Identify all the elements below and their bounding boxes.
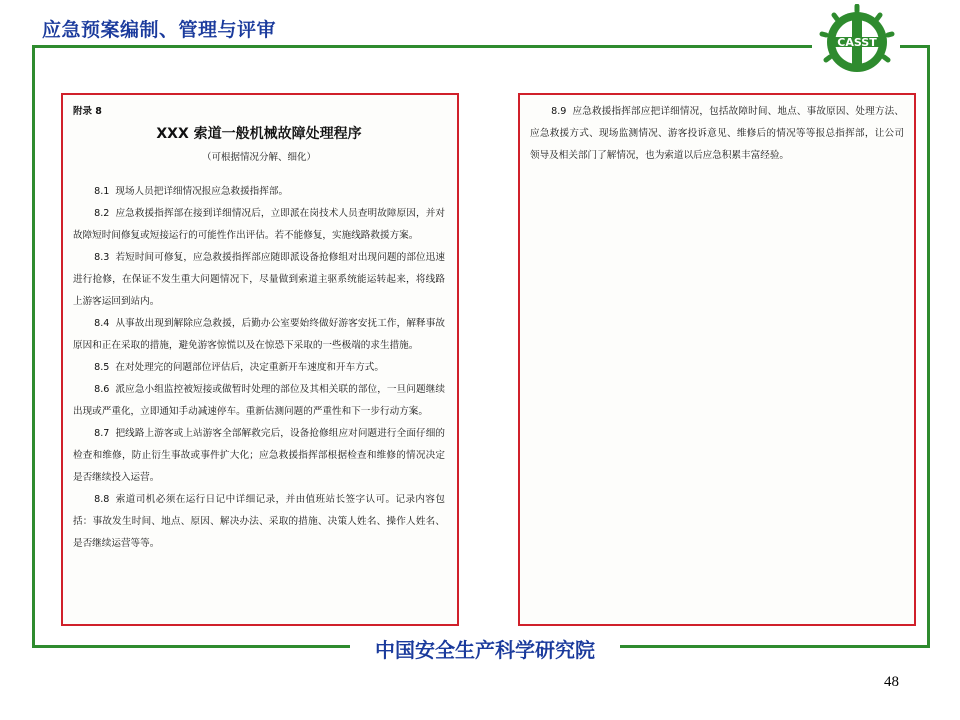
clause-paragraph <box>73 313 445 357</box>
clause-text: 从事故出现到解除应急救援，后勤办公室要始终做好游客安抚工作，解释事故原因和正在采取的措施，避免游客惊慌以及在惊恐下采取的一些极端的求生措施。 <box>73 318 445 351</box>
casst-logo-icon <box>812 4 902 80</box>
clause-text: 在对处理完的问题部位评估后，决定重新开车速度和开车方式。 <box>115 362 384 373</box>
clause-number: 8.5 <box>94 362 110 373</box>
right-paragraph-list <box>530 101 904 167</box>
clause-text: 把线路上游客或上站游客全部解救完后，设备抢修组应对问题进行全面仔细的检查和维修，防止衍生事故或事件扩大化；应急救援指挥部根据检查和维修的情况决定是否继续投入运营。 <box>73 428 445 483</box>
clause-number: 8.4 <box>94 318 110 329</box>
clause-paragraph <box>73 423 445 489</box>
clause-text: 应急救援指挥部应把详细情况，包括故障时间、地点、事故原因、处理方法、应急救援方式、现场监测情况、游客投诉意见、维修后的情况等等报总指挥部，让公司领导及相关部门了解情况，也为索道以后应急积累丰富经验。 <box>530 106 904 161</box>
frame-top-border <box>32 45 812 48</box>
clause-number: 8.9 <box>551 106 567 117</box>
clause-text: 索道司机必须在运行日记中详细记录，并由值班站长签字认可。记录内容包括：事故发生时间、地点、原因、解决办法、采取的措施、决策人姓名、操作人姓名、是否继续运营等等。 <box>73 494 445 549</box>
appendix-label: 附录 8 <box>73 106 102 117</box>
clause-paragraph <box>73 357 445 379</box>
clause-paragraph <box>73 247 445 313</box>
clause-number: 8.8 <box>94 494 110 505</box>
clause-paragraph <box>73 379 445 423</box>
document-subtitle: （可根据情况分解、细化） <box>201 152 316 163</box>
clause-text: 若短时间可修复，应急救援指挥部应随即派设备抢修组对出现问题的部位迅速进行抢修，在保证不发生重大问题情况下，尽量做到索道主驱系统能运转起来，将线路上游客运回到站内。 <box>73 252 445 307</box>
clause-paragraph <box>73 489 445 555</box>
slide-title: 应急预案编制、管理与评审 <box>42 19 277 41</box>
clause-number: 8.7 <box>94 428 110 439</box>
clause-number: 8.2 <box>94 208 110 219</box>
clause-paragraph <box>73 203 445 247</box>
clause-text: 应急救援指挥部在接到详细情况后，立即派在岗技术人员查明故障原因，并对故障短时间修复或短接运行的可能性作出评估。若不能修复，实施线路救援方案。 <box>73 208 445 241</box>
page-number: 48 <box>884 674 899 690</box>
frame-bottom-border-right <box>620 645 930 648</box>
clause-text: 现场人员把详细情况报应急救援指挥部。 <box>115 186 289 197</box>
document-page-right <box>518 93 916 626</box>
clause-paragraph <box>530 101 904 167</box>
frame-top-border-right <box>900 45 930 48</box>
clause-paragraph <box>73 181 445 203</box>
footer-organization: 中国安全生产科学研究院 <box>375 638 595 662</box>
clause-number: 8.3 <box>94 252 110 263</box>
clause-text: 派应急小组监控被短接或做暂时处理的部位及其相关联的部位，一旦问题继续出现或严重化，立即通知手动减速停车。重新估测问题的严重性和下一步行动方案。 <box>73 384 445 417</box>
document-title: XXX 索道一般机械故障处理程序 <box>156 126 362 142</box>
left-paragraph-list <box>73 181 445 555</box>
frame-bottom-border-left <box>32 645 350 648</box>
clause-number: 8.1 <box>94 186 110 197</box>
document-page-left <box>61 93 459 626</box>
clause-number: 8.6 <box>94 384 110 395</box>
logo-text: CASST <box>837 36 877 49</box>
